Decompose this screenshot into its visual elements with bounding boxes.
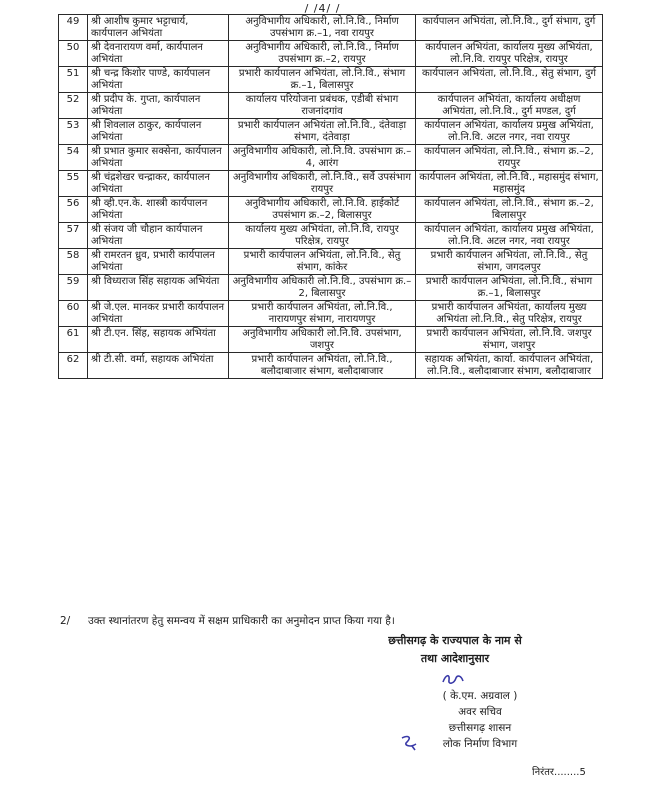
table-row	[59, 41, 603, 67]
employee-name: श्री विध्यराज सिंह सहायक अभियंता	[88, 275, 229, 301]
current-posting: कार्यालय परियोजना प्रबंधक, एडीबी संभाग राजनांदगांव	[229, 93, 416, 119]
serial-number: 49	[59, 15, 88, 41]
table-row	[59, 119, 603, 145]
new-posting: कार्यपालन अभियंता, कार्यालय मुख्य अभियंता, लो.नि.वि. रायपुर परिक्षेत्र, रायपुर	[416, 41, 603, 67]
table-row	[59, 197, 603, 223]
employee-name: श्री संजय जी चौहान कार्यपालन अभियंता	[88, 223, 229, 249]
officer-name: ( के.एम. अग्रवाल )	[442, 690, 518, 702]
serial-number: 54	[59, 145, 88, 171]
transfer-table	[58, 14, 603, 379]
serial-number: 58	[59, 249, 88, 275]
new-posting: प्रभारी कार्यपालन अभियंता, लो.नि.वि., सेतु संभाग, जगदलपुर	[416, 249, 603, 275]
employee-name: श्री जे.एल. मानकर प्रभारी कार्यपालन अभियंता	[88, 301, 229, 327]
officer-department: लोक निर्माण विभाग	[442, 738, 518, 750]
officer-designation: अवर सचिव	[458, 706, 502, 718]
serial-number: 50	[59, 41, 88, 67]
order-line-2: तथा आदेशानुसार	[420, 652, 490, 665]
page-number: / /4/ /	[304, 2, 341, 15]
table-row	[59, 67, 603, 93]
serial-number: 51	[59, 67, 88, 93]
new-posting: प्रभारी कार्यपालन अभियंता, लो.नि.वि. जशपुर संभाग, जशपुर	[416, 327, 603, 353]
transfer-table-body	[59, 15, 603, 379]
new-posting: प्रभारी कार्यपालन अभियंता, लो.नि.वि., संभाग क्र.–1, बिलासपुर	[416, 275, 603, 301]
new-posting: प्रभारी कार्यपालन अभियंता, कार्यालय मुख्य अभियंता लो.नि.वि., सेतु परिक्षेत्र, रायपुर	[416, 301, 603, 327]
serial-number: 61	[59, 327, 88, 353]
new-posting: कार्यपालन अभियंता, कार्यालय अधीक्षण अभियंता, लो.नि.वि., दुर्ग मण्डल, दुर्ग	[416, 93, 603, 119]
table-row	[59, 223, 603, 249]
current-posting: अनुविभागीय अधिकारी, लो.नि.वि., निर्माण उपसंभाग क्र.–1, नवा रायपुर	[229, 15, 416, 41]
current-posting: अनुविभागीय अधिकारी, लो.नि.वि. उपसंभाग क्र.–4, आरंग	[229, 145, 416, 171]
new-posting: कार्यपालन अभियंता, कार्यालय प्रमुख अभियंता, लो.नि.वि. अटल नगर, नवा रायपुर	[416, 119, 603, 145]
employee-name: श्री प्रभात कुमार सक्सेना, कार्यपालन अभियंता	[88, 145, 229, 171]
table-row	[59, 93, 603, 119]
continued-marker: निरंतर........5	[532, 767, 586, 778]
current-posting: अनुविभागीय अधिकारी लो.नि.वि., उपसंभाग क्र.–2, बिलासपुर	[229, 275, 416, 301]
employee-name: श्री चंद्रशेखर चन्द्राकर, कार्यपालन अभियंता	[88, 171, 229, 197]
table-row	[59, 275, 603, 301]
serial-number: 52	[59, 93, 88, 119]
employee-name: श्री चन्द्र किशोर पाण्डे, कार्यपालन अभियंता	[88, 67, 229, 93]
note-text: उक्त स्थानांतरण हेतु समन्वय में सक्षम प्राधिकारी का अनुमोदन प्राप्त किया गया है।	[88, 615, 395, 627]
employee-name: श्री देवनारायण वर्मा, कार्यपालन अभियंता	[88, 41, 229, 67]
serial-number: 62	[59, 353, 88, 379]
employee-name: श्री प्रदीप के. गुप्ता, कार्यपालन अभियंता	[88, 93, 229, 119]
order-authority	[330, 632, 580, 668]
new-posting: कार्यपालन अभियंता, लो.नि.वि., महासमुंद संभाग, महासमुंद	[416, 171, 603, 197]
employee-name: श्री शिवलाल ठाकुर, कार्यपालन अभियंता	[88, 119, 229, 145]
table-row	[59, 145, 603, 171]
new-posting: कार्यपालन अभियंता, कार्यालय प्रमुख अभियंता, लो.नि.वि. अटल नगर, नवा रायपुर	[416, 223, 603, 249]
employee-name: श्री आशीष कुमार भट्टाचार्य, कार्यपालन अभियंता	[88, 15, 229, 41]
current-posting: अनुविभागीय अधिकारी, लो.नि.वि. हाईकोर्ट उपसंभाग क्र.–2, बिलासपुर	[229, 197, 416, 223]
approval-note	[60, 614, 395, 628]
serial-number: 60	[59, 301, 88, 327]
signature-mark-icon	[440, 672, 466, 688]
new-posting: सहायक अभियंता, कार्या. कार्यपालन अभियंता, लो.नि.वि., बलौदाबाजार संभाग, बलौदाबाजार	[416, 353, 603, 379]
current-posting: अनुविभागीय अधिकारी, लो.नि.वि., सर्वे उपसंभाग रायपुर	[229, 171, 416, 197]
table-row	[59, 15, 603, 41]
table-row	[59, 171, 603, 197]
table-row	[59, 301, 603, 327]
table-row	[59, 249, 603, 275]
serial-number: 57	[59, 223, 88, 249]
new-posting: कार्यपालन अभियंता, लो.नि.वि., संभाग क्र.–2, रायपुर	[416, 145, 603, 171]
new-posting: कार्यपालन अभियंता, लो.नि.वि., दुर्ग संभाग, दुर्ग	[416, 15, 603, 41]
current-posting: प्रभारी कार्यपालन अभियंता, लो.नि.वि., सेतु संभाग, कांकेर	[229, 249, 416, 275]
serial-number: 59	[59, 275, 88, 301]
current-posting: प्रभारी कार्यपालन अभियंता, लो.नि.वि., संभाग क्र.–1, बिलासपुर	[229, 67, 416, 93]
employee-name: श्री टी.सी. वर्मा, सहायक अभियंता	[88, 353, 229, 379]
current-posting: प्रभारी कार्यपालन अभियंता, लो.नि.वि., बलौदाबाजार संभाग, बलौदाबाजार	[229, 353, 416, 379]
new-posting: कार्यपालन अभियंता, लो.नि.वि., संभाग क्र.–2, बिलासपुर	[416, 197, 603, 223]
initial-mark-icon	[398, 734, 420, 752]
order-line-1: छत्तीसगढ़ के राज्यपाल के नाम से	[388, 634, 522, 647]
current-posting: अनुविभागीय अधिकारी, लो.नि.वि., निर्माण उपसंभाग क्र.–2, रायपुर	[229, 41, 416, 67]
serial-number: 55	[59, 171, 88, 197]
serial-number: 53	[59, 119, 88, 145]
serial-number: 56	[59, 197, 88, 223]
officer-government: छत्तीसगढ़ शासन	[448, 722, 512, 734]
table-row	[59, 353, 603, 379]
current-posting: अनुविभागीय अधिकारी लो.नि.वि. उपसंभाग, जशपुर	[229, 327, 416, 353]
table-row	[59, 327, 603, 353]
new-posting: कार्यपालन अभियंता, लो.नि.वि., सेतु संभाग, दुर्ग	[416, 67, 603, 93]
note-number: 2/	[60, 615, 71, 627]
employee-name: श्री टी.एन. सिंह, सहायक अभियंता	[88, 327, 229, 353]
current-posting: प्रभारी कार्यपालन अभियंता लो.नि.वि., दंतेवाड़ा संभाग, दंतेवाड़ा	[229, 119, 416, 145]
employee-name: श्री व्ही.एन.के. शास्त्री कार्यपालन अभियंता	[88, 197, 229, 223]
employee-name: श्री रामरतन ध्रुव, प्रभारी कार्यपालन अभियंता	[88, 249, 229, 275]
current-posting: कार्यालय मुख्य अभियंता, लो.नि.वि, रायपुर परिक्षेत्र, रायपुर	[229, 223, 416, 249]
current-posting: प्रभारी कार्यपालन अभियंता, लो.नि.वि., नारायणपुर संभाग, नारायणपुर	[229, 301, 416, 327]
